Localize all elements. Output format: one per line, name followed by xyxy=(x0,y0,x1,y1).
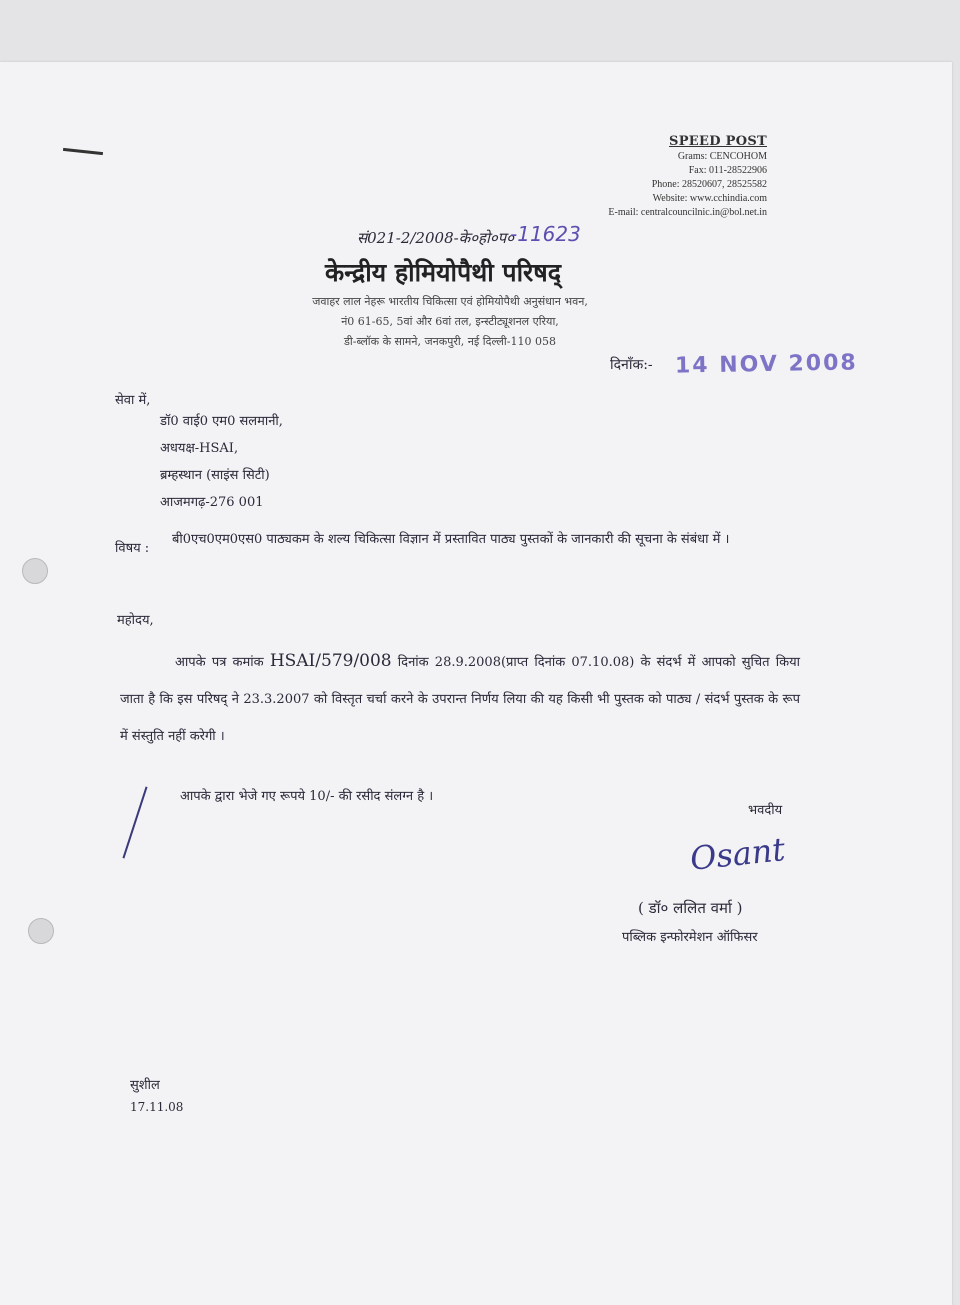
clerk-name: सुशील xyxy=(130,1078,160,1093)
body-paragraph xyxy=(120,643,800,755)
grams-line: Grams: CENCOHOM xyxy=(677,151,767,162)
recipient-city: आजमगढ़-276 001 xyxy=(160,495,264,510)
email-line: E-mail: centralcouncilnic.in@bol.net.in xyxy=(608,207,767,218)
organization-name: केन्द्रीय होमियोपैथी परिषद् xyxy=(325,258,562,287)
date-stamp: 14 NOV 2008 xyxy=(674,350,858,379)
recipient-address xyxy=(160,408,283,516)
reference-number: सं021-2/2008-के०हो०प० xyxy=(357,229,514,247)
speed-post-label: SPEED POST xyxy=(669,134,767,149)
recipient-name: डॉ0 वाई0 एम0 सलमानी, xyxy=(160,414,283,429)
organization-address xyxy=(285,292,615,352)
punch-hole xyxy=(28,918,54,944)
signatory-title: पब्लिक इन्फोरमेशन ऑफिसर xyxy=(622,930,758,945)
signatory-name: ( डॉ० ललित वर्मा ) xyxy=(638,899,743,917)
letterhead-contact xyxy=(608,135,767,220)
recipient-place: ब्रम्हस्थान (साइंस सिटी) xyxy=(160,468,270,483)
subject-label: विषय : xyxy=(115,541,150,556)
address-line: नं0 61-65, 5वां और 6वां तल, इन्स्टीट्यूशनल एरिया, xyxy=(341,315,559,328)
address-line: जवाहर लाल नेहरू भारतीय चिकित्सा एवं होमियोपैथी अनुसंधान भवन, xyxy=(312,295,588,308)
website-line: Website: www.cchindia.com xyxy=(652,193,767,204)
valediction: भवदीय xyxy=(748,803,783,818)
recipient-designation: अधयक्ष-HSAI, xyxy=(160,441,239,456)
date-label: दिनाँक:- xyxy=(610,357,653,373)
body-text: आपके पत्र कमांक xyxy=(175,655,270,670)
fax-line: Fax: 011-28522906 xyxy=(688,165,767,176)
to-label: सेवा में, xyxy=(115,393,151,408)
receipt-line: आपके द्वारा भेजे गए रूपये 10/- की रसीद संलग्न है । xyxy=(180,789,434,804)
salutation: महोदय, xyxy=(117,613,154,628)
subject-text: बी0एच0एम0एस0 पाठ्यकम के शल्य चिकित्सा विज्ञान में प्रस्तावित पाठ्य पुस्तकों के जानकारी की सूचना के संबंधा में । xyxy=(172,532,730,547)
body-text: दिनांक 28.9.2008(प्राप्त दिनांक 07.10.08) के संदर्भ में आपको सुचित किया जाता है कि इस परिषद् ने 23.3.2007 को विस्तृत चर्चा करने के उपरान्त निर्णय लिया की यह किसी भी पुस्तक को पाठ्य / संदर्भ पुस्तक के रूप में संस्तुति नहीं करेगी । xyxy=(120,655,800,744)
punch-hole xyxy=(22,558,48,584)
address-line: डी-ब्लॉक के सामने, जनकपुरी, नई दिल्ली-110 058 xyxy=(344,335,556,348)
clerk-date: 17.11.08 xyxy=(130,1100,184,1114)
phone-line: Phone: 28520607, 28525582 xyxy=(651,179,767,190)
letter-reference: HSAI/579/008 xyxy=(269,651,392,671)
handwritten-reference: -11623 xyxy=(510,222,581,246)
signature: Osant xyxy=(688,830,787,878)
